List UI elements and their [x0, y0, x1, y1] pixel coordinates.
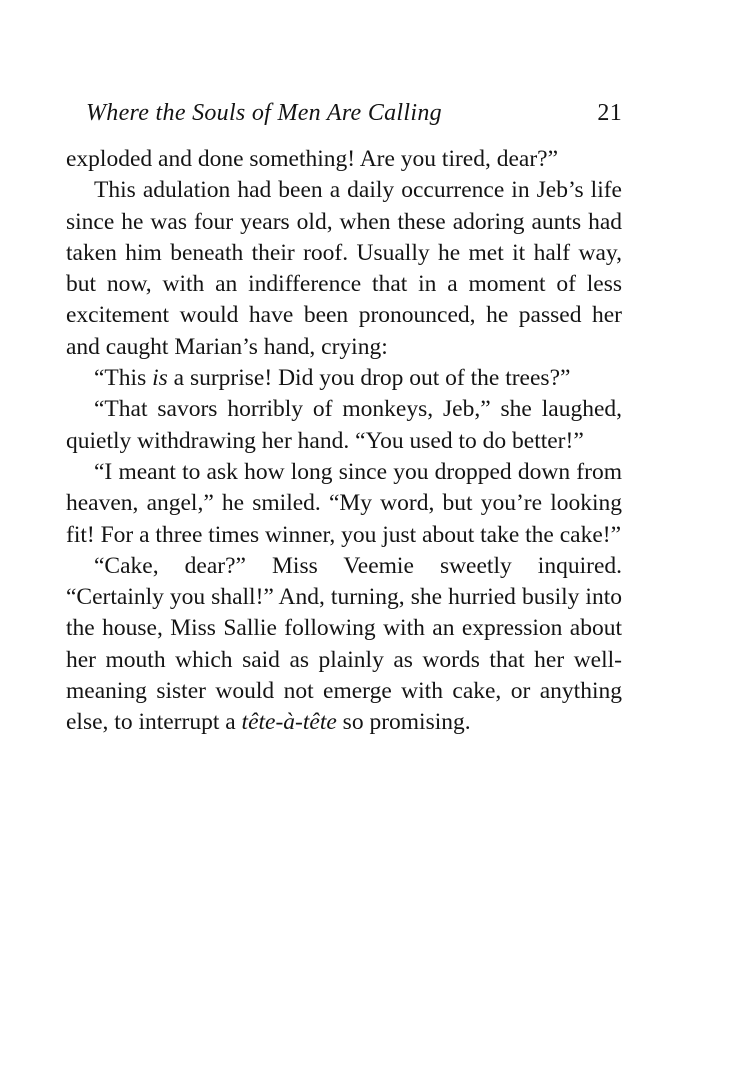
- paragraph: [66, 363, 622, 394]
- paragraph: [66, 551, 622, 739]
- paragraph: [66, 394, 622, 457]
- paragraph: [66, 457, 622, 551]
- paragraph-text: “I meant to ask how long since you dropped down from heaven, angel,” he smiled. “My word, but you’re looking fit! For a three times winner, you just about take the cake!”: [66, 458, 622, 548]
- paragraph-text: “This: [94, 365, 153, 392]
- paragraph-text: exploded and done something! Are you tired, dear?”: [66, 146, 559, 172]
- paragraph-text: “Cake, dear?” Miss Veemie sweetly inquired. “Certainly you shall!” And, turning, she hurried busily into the house, Miss Sallie following with an expression about her mouth which said as plainly as words that her well-meaning sister would not emerge with cake, or anything else, to interrupt a: [66, 552, 622, 736]
- paragraph-text: This adulation had been a daily occurrence in Jeb’s life since he was four years old, when these adoring aunts had taken him beneath their roof. Usually he met it half way, but now, with an indifference that in a moment of less excitement would have been pronounced, he passed her and caught Marian’s hand, crying:: [66, 177, 622, 360]
- page-number: 21: [597, 100, 622, 126]
- paragraph-text: “That savors horribly of monkeys, Jeb,” she laughed, quietly withdrawing her hand. “You used to do better!”: [66, 396, 622, 454]
- emphasized-text: tête-à-tête: [241, 709, 337, 736]
- body-text: [66, 144, 622, 739]
- book-page: [66, 100, 622, 739]
- running-head-title: Where the Souls of Men Are Calling: [86, 100, 442, 126]
- running-head: [66, 100, 622, 144]
- emphasized-text: is: [152, 365, 168, 392]
- paragraph: [66, 144, 622, 175]
- paragraph-text: a surprise! Did you drop out of the trees?”: [167, 365, 571, 392]
- paragraph: [66, 175, 622, 363]
- paragraph-text: so promising.: [336, 709, 471, 736]
